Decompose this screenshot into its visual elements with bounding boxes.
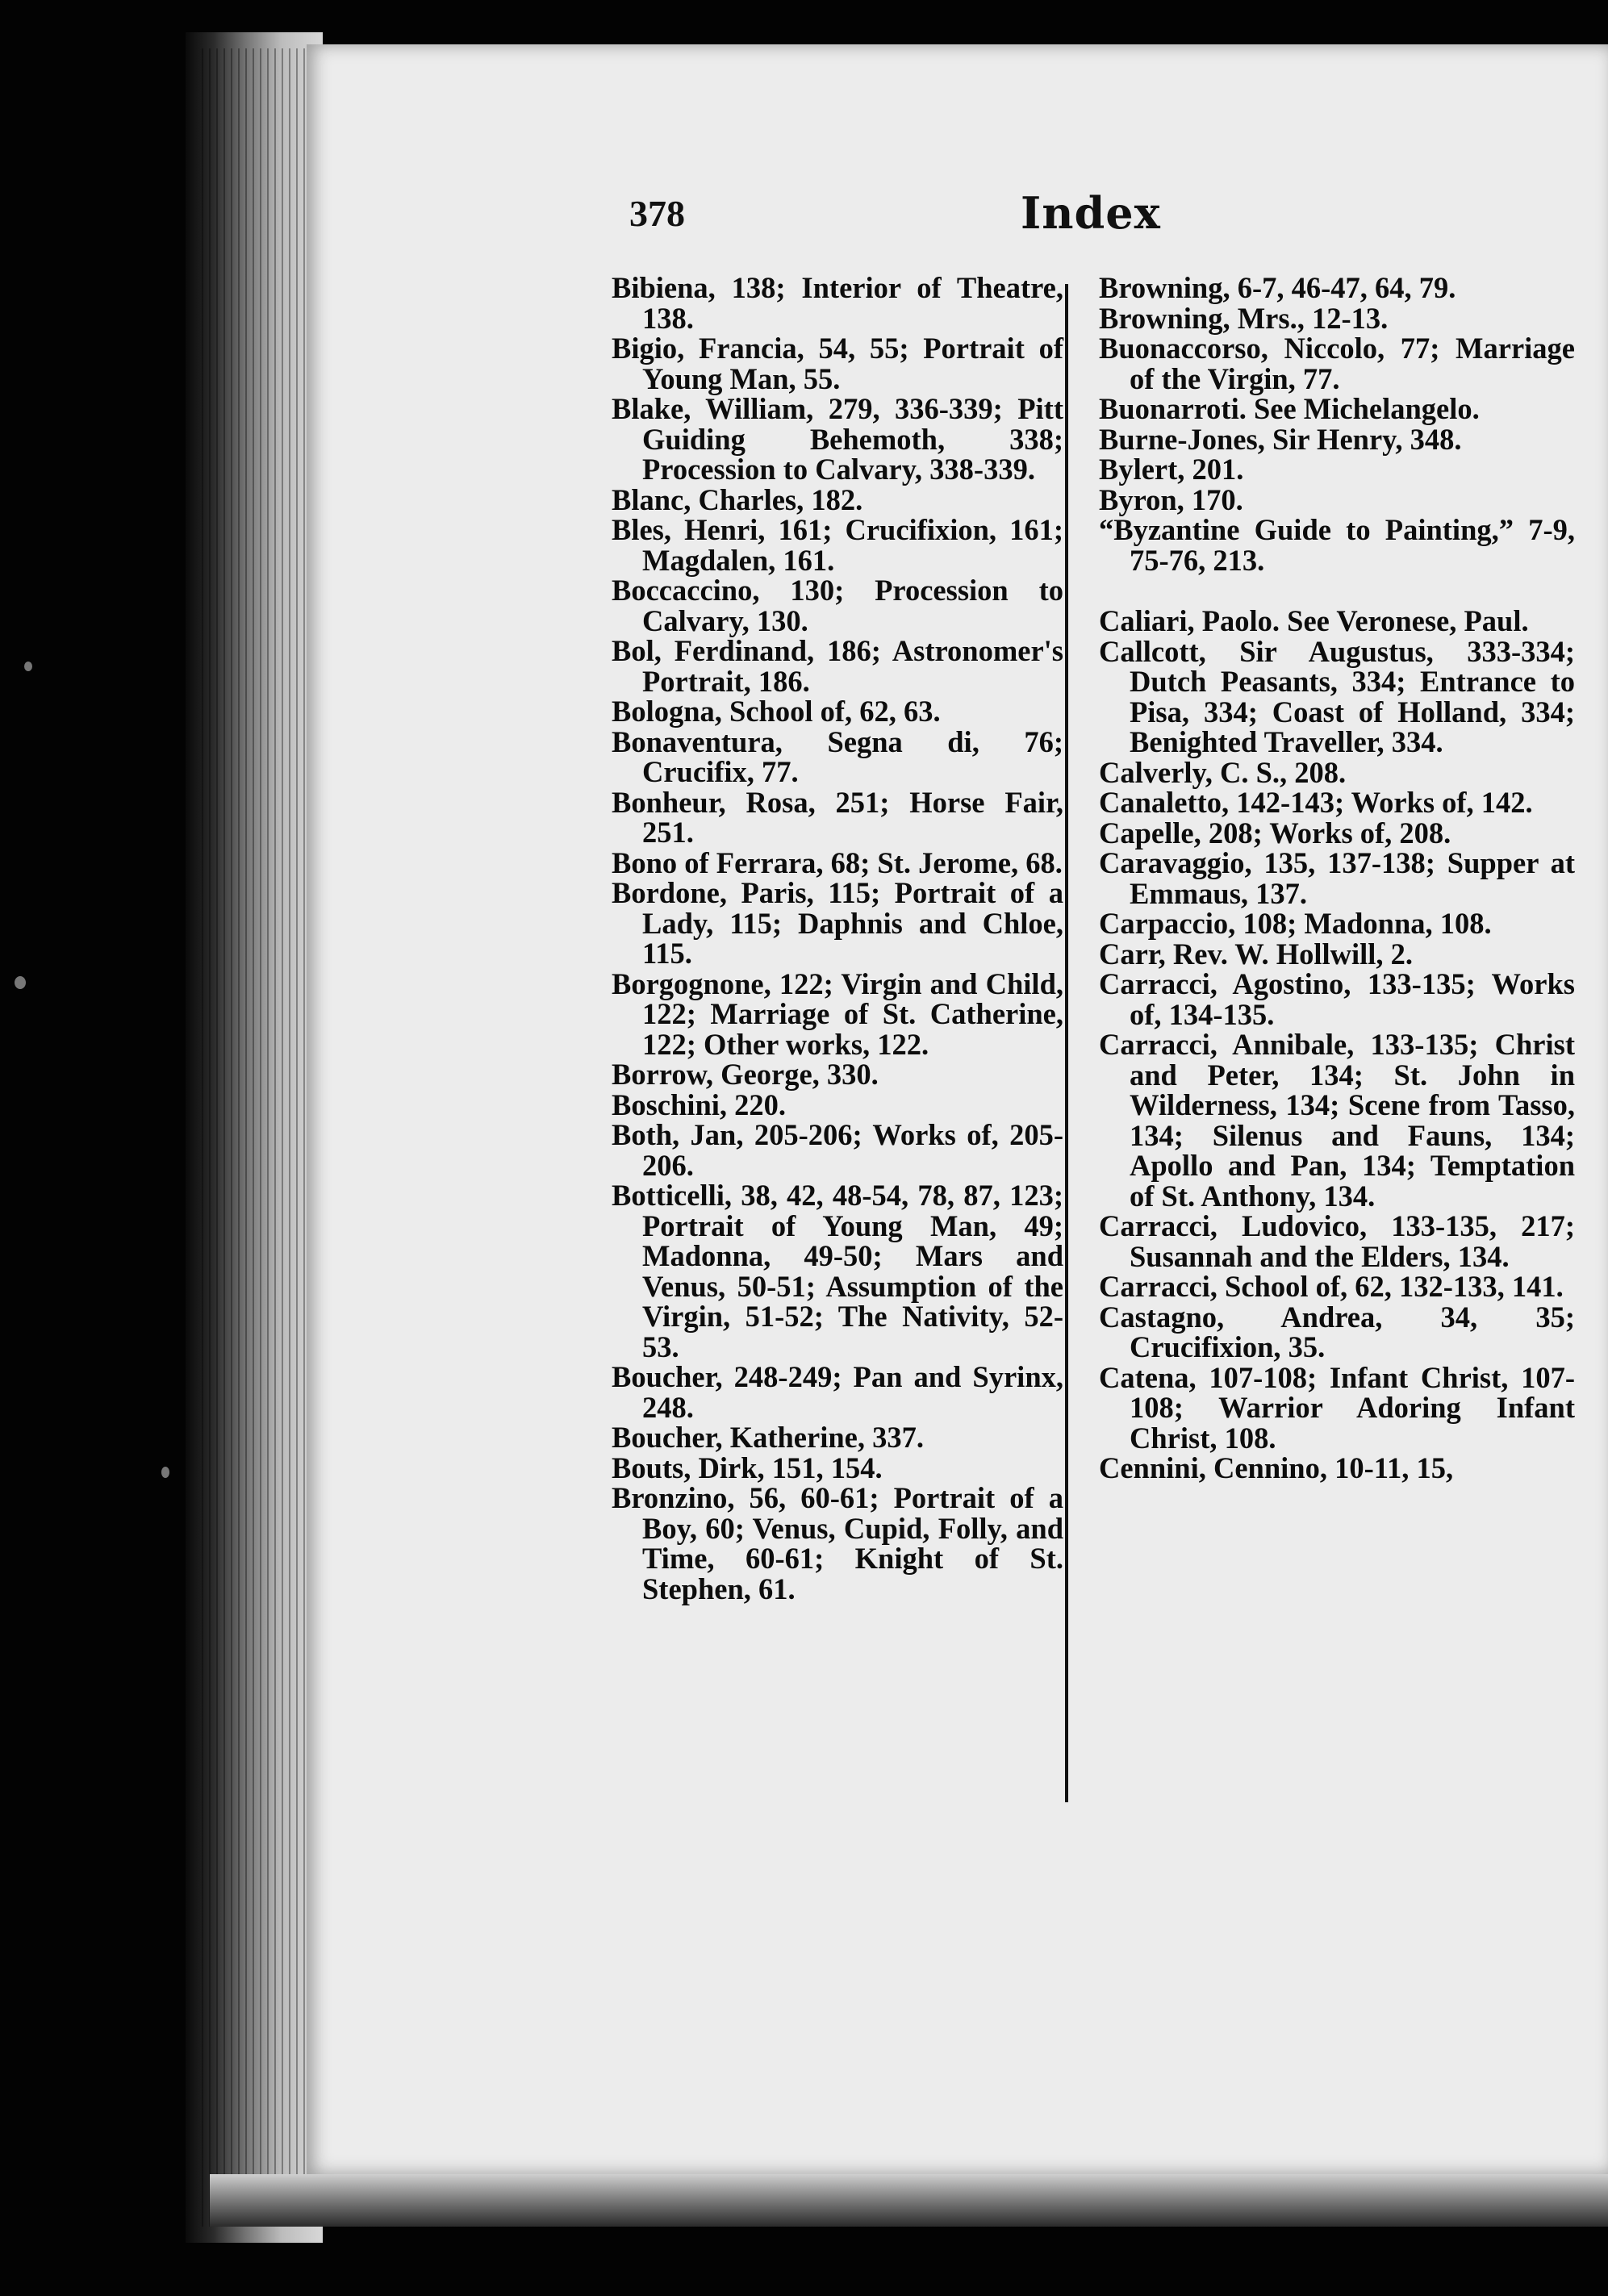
column-divider xyxy=(1065,284,1068,1802)
index-entry: Callcott, Sir Augustus, 333-334; Dutch Peasants, 334; Entrance to Pisa, 334; Coast of Holland, 334; Benighted Traveller, 334. xyxy=(1099,634,1575,758)
index-entry: Capelle, 208; Works of, 208. xyxy=(1099,816,1451,850)
index-entry: Bordone, Paris, 115; Portrait of a Lady, 115; Daphnis and Chloe, 115. xyxy=(612,876,1063,970)
index-entry: Bylert, 201. xyxy=(1099,453,1244,486)
page-number: 378 xyxy=(629,193,685,234)
index-entry: Blake, William, 279, 336-339; Pitt Guiding Behemoth, 338; Procession to Calvary, 338-339. xyxy=(612,392,1063,486)
index-entry: Burne-Jones, Sir Henry, 348. xyxy=(1099,422,1462,456)
index-entry: Bonaventura, Segna di, 76; Crucifix, 77. xyxy=(612,724,1063,788)
index-entry: Byron, 170. xyxy=(1099,482,1243,516)
index-entry: Boucher, Katherine, 337. xyxy=(612,1421,924,1454)
index-column-right xyxy=(1099,273,1575,1484)
index-entry: Calverly, C. S., 208. xyxy=(1099,755,1347,789)
index-entry: Bonheur, Rosa, 251; Horse Fair, 251. xyxy=(612,785,1063,849)
index-entry: “Byzantine Guide to Painting,” 7-9, 75-76, 213. xyxy=(1099,513,1575,577)
index-entry: Bles, Henri, 161; Crucifixion, 161; Magdalen, 161. xyxy=(612,513,1063,577)
index-entry: Catena, 107-108; Infant Christ, 107-108; Warrior Adoring Infant Christ, 108. xyxy=(1099,1360,1575,1455)
index-entry: Botticelli, 38, 42, 48-54, 78, 87, 123; Portrait of Young Man, 49; Madonna, 49-50; Mars and Venus, 50-51; Assumption of the Virgin, 51-52; The Nativity, 52-53. xyxy=(612,1179,1063,1363)
index-entry: Carr, Rev. W. Hollwill, 2. xyxy=(1099,937,1414,971)
index-entry: Carpaccio, 108; Madonna, 108. xyxy=(1099,907,1492,940)
index-entry: Boschini, 220. xyxy=(612,1087,787,1121)
index-entry: Castagno, Andrea, 34, 35; Crucifixion, 35. xyxy=(1099,1300,1575,1363)
index-entry: Browning, Mrs., 12-13. xyxy=(1099,301,1389,335)
index-entry: Bigio, Francia, 54, 55; Portrait of Young Man, 55. xyxy=(612,332,1063,395)
index-entry: Carracci, Ludovico, 133-135, 217; Susannah and the Elders, 134. xyxy=(1099,1209,1575,1273)
index-entry: Bol, Ferdinand, 186; Astronomer's Portrait, 186. xyxy=(612,634,1063,698)
letter-section-gap xyxy=(1099,575,1575,606)
dust-speck xyxy=(161,1467,169,1478)
dust-speck xyxy=(24,662,32,671)
index-entry: Carracci, School of, 62, 132-133, 141. xyxy=(1099,1270,1564,1303)
index-entry: Buonarroti. See Michelangelo. xyxy=(1099,392,1480,425)
page-bottom-edge xyxy=(210,2174,1608,2227)
index-entry: Blanc, Charles, 182. xyxy=(612,482,863,516)
index-entry: Bibiena, 138; Interior of Theatre, 138. xyxy=(612,271,1063,335)
index-entry: Buonaccorso, Niccolo, 77; Marriage of the Virgin, 77. xyxy=(1099,332,1575,395)
index-column-left xyxy=(612,273,1063,1604)
index-entry: Both, Jan, 205-206; Works of, 205-206. xyxy=(612,1118,1063,1182)
index-entry: Browning, 6-7, 46-47, 64, 79. xyxy=(1099,271,1456,304)
index-entry: Bouts, Dirk, 151, 154. xyxy=(612,1451,883,1484)
dust-speck xyxy=(15,976,26,989)
index-entry: Bono of Ferrara, 68; St. Jerome, 68. xyxy=(612,845,1063,879)
running-head: Index xyxy=(1021,187,1161,239)
index-entry: Caravaggio, 135, 137-138; Supper at Emmaus, 137. xyxy=(1099,846,1575,910)
index-entry: Boucher, 248-249; Pan and Syrinx, 248. xyxy=(612,1360,1063,1424)
index-entry: Caliari, Paolo. See Veronese, Paul. xyxy=(1099,604,1529,637)
index-entry: Borgognone, 122; Virgin and Child, 122; Marriage of St. Catherine, 122; Other works, 122. xyxy=(612,966,1063,1061)
index-entry: Carracci, Annibale, 133-135; Christ and Peter, 134; St. John in Wilderness, 134; Scene from Tasso, 134; Silenus and Fauns, 134; Apollo and Pan, 134; Temptation of St. Anthony, 134. xyxy=(1099,1028,1575,1213)
index-entry: Cennini, Cennino, 10-11, 15, xyxy=(1099,1451,1454,1484)
index-entry: Boccaccino, 130; Procession to Calvary, 130. xyxy=(612,574,1063,637)
index-entry: Borrow, George, 330. xyxy=(612,1058,879,1091)
index-entry: Canaletto, 142-143; Works of, 142. xyxy=(1099,786,1533,819)
page-edges xyxy=(202,48,315,2227)
index-entry: Bronzino, 56, 60-61; Portrait of a Boy, 60; Venus, Cupid, Folly, and Time, 60-61; Knight of St. Stephen, 61. xyxy=(612,1481,1063,1605)
index-entry: Bologna, School of, 62, 63. xyxy=(612,695,941,728)
index-entry: Carracci, Agostino, 133-135; Works of, 134-135. xyxy=(1099,967,1575,1031)
